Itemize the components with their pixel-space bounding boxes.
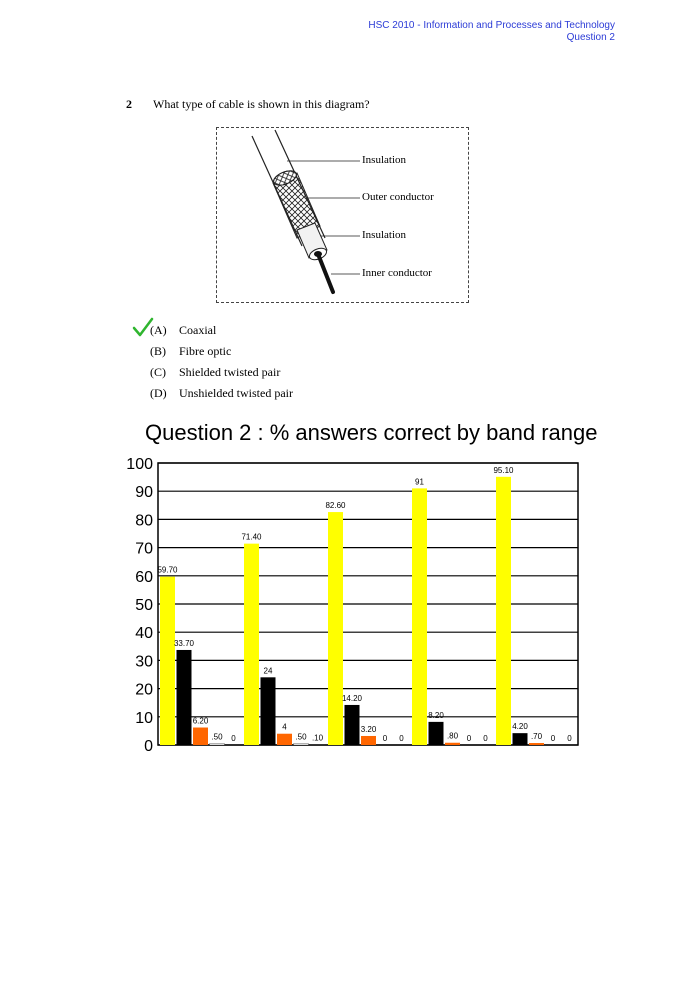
bar (361, 736, 376, 745)
bar-chart (120, 455, 590, 755)
y-tick-label: 10 (135, 709, 153, 727)
y-tick-label: 90 (135, 484, 153, 502)
data-label: .80 (446, 731, 459, 741)
bar (177, 650, 192, 745)
option-b: (B) Fibre optic (150, 344, 232, 358)
y-tick-label: 30 (135, 653, 153, 671)
data-label: 0 (550, 734, 556, 743)
bar (496, 477, 511, 745)
option-a: (A) Coaxial (150, 323, 217, 337)
data-label: .50 (211, 732, 223, 742)
y-tick-label: 20 (135, 681, 153, 699)
question (126, 97, 370, 112)
header-line-1: HSC 2010 - Information and Processes and Technology (368, 20, 615, 31)
bar (244, 544, 259, 745)
bar (328, 512, 343, 745)
data-label: .70 (530, 732, 543, 742)
y-tick-label: 50 (135, 597, 153, 614)
data-label: 0 (231, 734, 236, 743)
bar (294, 744, 309, 745)
y-tick-label: 100 (126, 456, 153, 473)
data-label: 95.10 (493, 465, 514, 475)
data-label: 6.20 (192, 716, 209, 726)
data-label: 0 (483, 734, 488, 743)
data-label: 3.20 (360, 724, 377, 734)
chart-title: Question 2 : % answers correct by band range (145, 420, 598, 445)
bar (412, 488, 427, 745)
question-text: What type of cable is shown in this diagram? (153, 97, 370, 111)
label-outer-conductor: Outer conductor (362, 191, 434, 203)
bar (513, 733, 528, 745)
bar (345, 705, 360, 745)
data-label: 71.40 (241, 532, 262, 542)
data-label: 0 (382, 734, 388, 743)
data-label: 91 (415, 477, 424, 487)
data-label: 0 (399, 734, 404, 743)
bar (445, 743, 460, 745)
answer-options (150, 320, 293, 404)
label-insulation-outer: Insulation (362, 154, 406, 166)
bar (261, 677, 276, 745)
bar (429, 722, 444, 745)
header-line-2: Question 2 (566, 32, 615, 43)
bar (529, 743, 544, 745)
page-header (368, 20, 615, 44)
data-label: 59.70 (157, 565, 178, 575)
label-inner-conductor: Inner conductor (362, 267, 432, 279)
data-label: 33.70 (173, 638, 195, 648)
data-label: 0 (567, 734, 572, 743)
bar (193, 728, 208, 745)
data-label: 0 (466, 734, 472, 743)
data-label: 4 (282, 722, 287, 732)
data-label: 14.20 (341, 693, 363, 703)
cable-drawing (217, 128, 470, 304)
cable-diagram (216, 127, 469, 303)
bar (277, 734, 292, 745)
data-label: 8.20 (428, 710, 444, 720)
y-tick-label: 60 (135, 568, 153, 586)
data-label: 4.20 (512, 722, 528, 732)
option-d: (D) Unshielded twisted pair (150, 386, 293, 400)
y-tick-label: 80 (135, 512, 153, 530)
data-label: 24 (263, 666, 273, 676)
label-insulation-inner: Insulation (362, 229, 406, 241)
y-tick-label: 0 (144, 738, 153, 755)
y-tick-label: 40 (135, 625, 153, 643)
question-number: 2 (126, 97, 132, 111)
y-tick-label: 70 (135, 540, 153, 558)
data-label: .50 (295, 732, 307, 742)
bar (210, 744, 225, 745)
data-label: 82.60 (325, 501, 346, 511)
option-c: (C) Shielded twisted pair (150, 365, 281, 379)
data-label: .10 (311, 733, 324, 743)
bar (160, 577, 175, 745)
